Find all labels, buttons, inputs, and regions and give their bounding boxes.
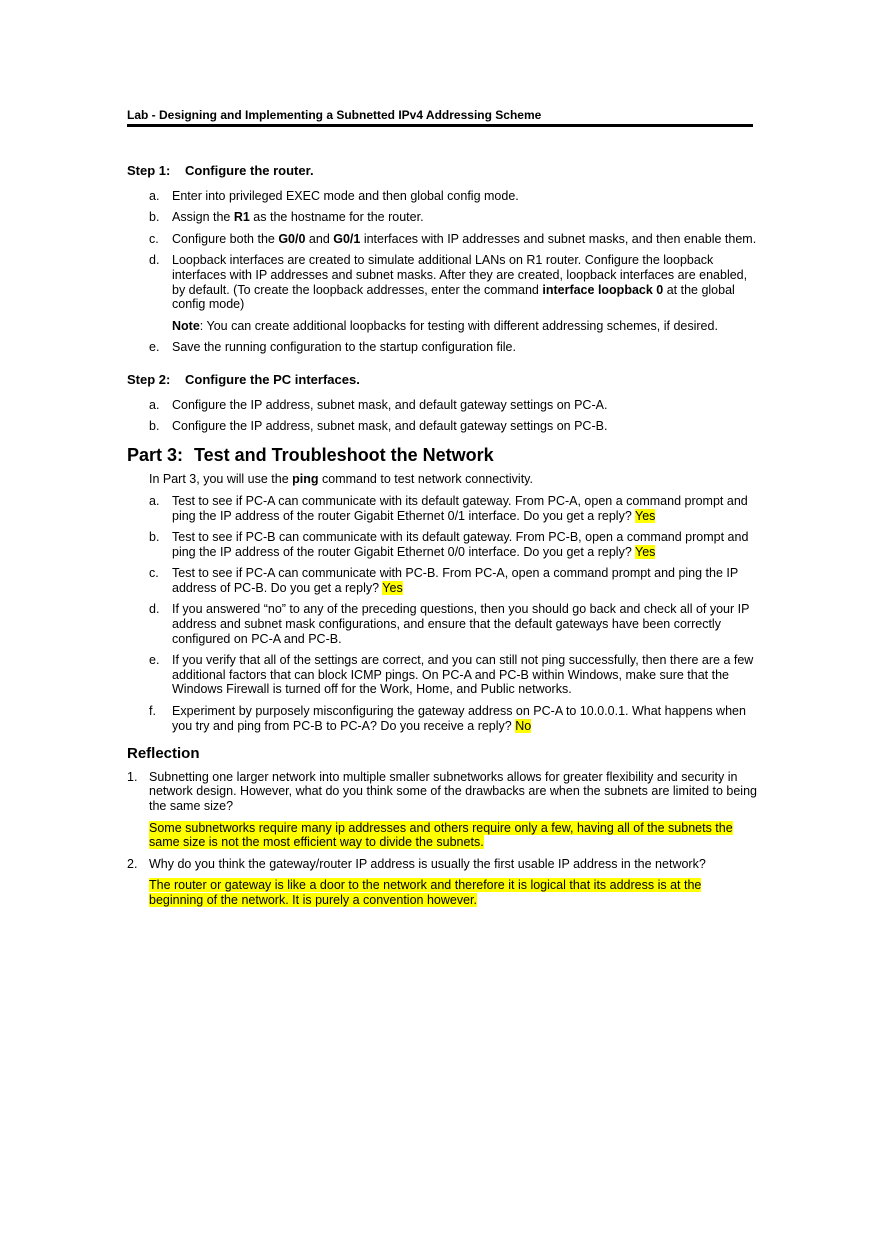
page-header: Lab - Designing and Implementing a Subnetted IPv4 Addressing Scheme: [127, 108, 753, 127]
item-text: Loopback interfaces are created to simulate additional LANs on R1 router. Configure the loopback interfaces with IP addresses and subnet masks. After they are created, loopback interfaces are enabled, by default. (To create the loopback addresses, enter the command: [172, 253, 748, 297]
step1-item-d: [127, 253, 757, 311]
reflection-answer-1: [127, 821, 757, 850]
part3-item-f: [127, 704, 757, 733]
part3-number: Part 3:: [127, 444, 184, 465]
item-text: If you verify that all of the settings are correct, and you can still not ping successfully, then there are a few additional factors that can block ICMP pings. On PC-A and PC-B within Windows, make sure that the Windows Firewall is turned off for the Work, Home, and Public networks.: [172, 653, 754, 697]
note-text: : You can create additional loopbacks for testing with different addressing schemes, if desired.: [199, 318, 718, 333]
item-label: e.: [149, 340, 160, 355]
answer-highlight: The router or gateway is like a door to the network and therefore it is logical that its address is at the beginning of the network. It is purely a convention however.: [149, 878, 702, 907]
step2-item-b: [127, 419, 757, 434]
item-bold: G0/0: [278, 231, 306, 246]
item-bold: R1: [233, 210, 250, 225]
page-content: [127, 164, 757, 915]
item-text: If you answered “no” to any of the preceding questions, then you should go back and check all of your IP address and subnet mask configurations, and ensure that the default gateways have been correctly configured on PC-A and PC-B.: [172, 602, 750, 646]
reflection-question-2: [127, 857, 757, 872]
item-label: b.: [149, 210, 160, 225]
part3-item-d: [127, 602, 757, 646]
step2-item-a: [127, 398, 757, 413]
part3-intro: [127, 472, 757, 487]
step1-heading: [127, 164, 757, 179]
item-text: Save the running configuration to the startup configuration file.: [172, 340, 516, 355]
step1-item-e: [127, 340, 757, 355]
item-bold: G0/1: [333, 231, 361, 246]
answer-highlight: Yes: [382, 580, 403, 595]
question-number: 1.: [127, 769, 138, 784]
item-label: c.: [149, 231, 159, 246]
item-text: at the global config mode): [172, 282, 735, 312]
item-text: as the hostname for the router.: [249, 210, 424, 225]
reflection-question-1: [127, 770, 757, 814]
intro-bold: ping: [292, 472, 319, 487]
step1-title: Configure the router.: [185, 163, 314, 178]
item-label: d.: [149, 602, 160, 617]
answer-highlight: Yes: [635, 508, 656, 523]
item-label: a.: [149, 493, 160, 508]
intro-text: command to test network connectivity.: [318, 472, 533, 487]
item-label: b.: [149, 419, 160, 434]
item-label: e.: [149, 653, 160, 668]
item-text: Configure the IP address, subnet mask, and default gateway settings on PC-A.: [172, 397, 608, 412]
answer-highlight: Yes: [635, 544, 656, 559]
item-text: Experiment by purposely misconfiguring the gateway address on PC-A to 10.0.0.1. What happens when you try and ping from PC-B to PC-A? Do you receive a reply?: [172, 704, 746, 733]
reflection-answer-2: [127, 878, 757, 907]
part3-item-a: [127, 494, 757, 523]
item-text: Enter into privileged EXEC mode and then global config mode.: [172, 188, 519, 203]
step1-number: Step 1:: [127, 163, 171, 178]
step2-heading: [127, 373, 757, 388]
note-label: Note: [172, 318, 200, 333]
item-label: a.: [149, 397, 160, 412]
step2-title: Configure the PC interfaces.: [185, 371, 360, 387]
item-label: f.: [149, 704, 156, 719]
part3-title: Test and Troubleshoot the Network: [194, 444, 494, 465]
reflection-heading: Reflection: [127, 745, 200, 763]
answer-highlight: Some subnetworks require many ip addresses and others require only a few, having all of the subnets the same size is not the most efficient way to divide the subnets.: [149, 820, 733, 850]
part3-item-e: [127, 653, 757, 697]
item-label: b.: [149, 530, 160, 545]
answer-highlight: No: [515, 718, 532, 733]
step1-item-a: [127, 189, 757, 204]
item-bold: interface loopback 0: [542, 282, 664, 297]
item-text: Configure the IP address, subnet mask, and default gateway settings on PC-B.: [172, 419, 608, 434]
part3-item-c: [127, 566, 757, 595]
part3-heading: [127, 444, 757, 465]
step1-item-c: [127, 232, 757, 247]
question-text: Subnetting one larger network into multiple smaller subnetworks allows for greater flexibility and security in network design. However, what do you think some of the drawbacks are when the subnets are limited to being the same size?: [149, 769, 757, 813]
step2-number: Step 2:: [127, 371, 171, 387]
item-text: Test to see if PC-A can communicate with its default gateway. From PC-A, open a command prompt and ping the IP address of the router Gigabit Ethernet 0/1 interface. Do you get a reply?: [172, 493, 748, 523]
item-label: d.: [149, 253, 160, 268]
item-label: c.: [149, 566, 159, 581]
item-text: Test to see if PC-A can communicate with PC-B. From PC-A, open a command prompt and ping the IP address of PC-B. Do you get a reply?: [172, 566, 738, 595]
question-number: 2.: [127, 856, 138, 871]
step1-item-b: [127, 210, 757, 225]
item-text: interfaces with IP addresses and subnet masks, and then enable them.: [360, 231, 757, 246]
item-label: a.: [149, 188, 160, 203]
part3-item-b: [127, 530, 757, 559]
step1-note: [127, 319, 757, 334]
intro-text: In Part 3, you will use the: [149, 472, 293, 487]
item-text: and: [305, 231, 334, 246]
item-text: Assign the: [172, 210, 234, 225]
item-text: Configure both the: [172, 231, 279, 246]
item-text: Test to see if PC-B can communicate with its default gateway. From PC-B, open a command prompt and ping the IP address of the router Gigabit Ethernet 0/0 interface. Do you get a reply?: [172, 530, 749, 559]
question-text: Why do you think the gateway/router IP address is usually the first usable IP address in the network?: [149, 856, 706, 871]
